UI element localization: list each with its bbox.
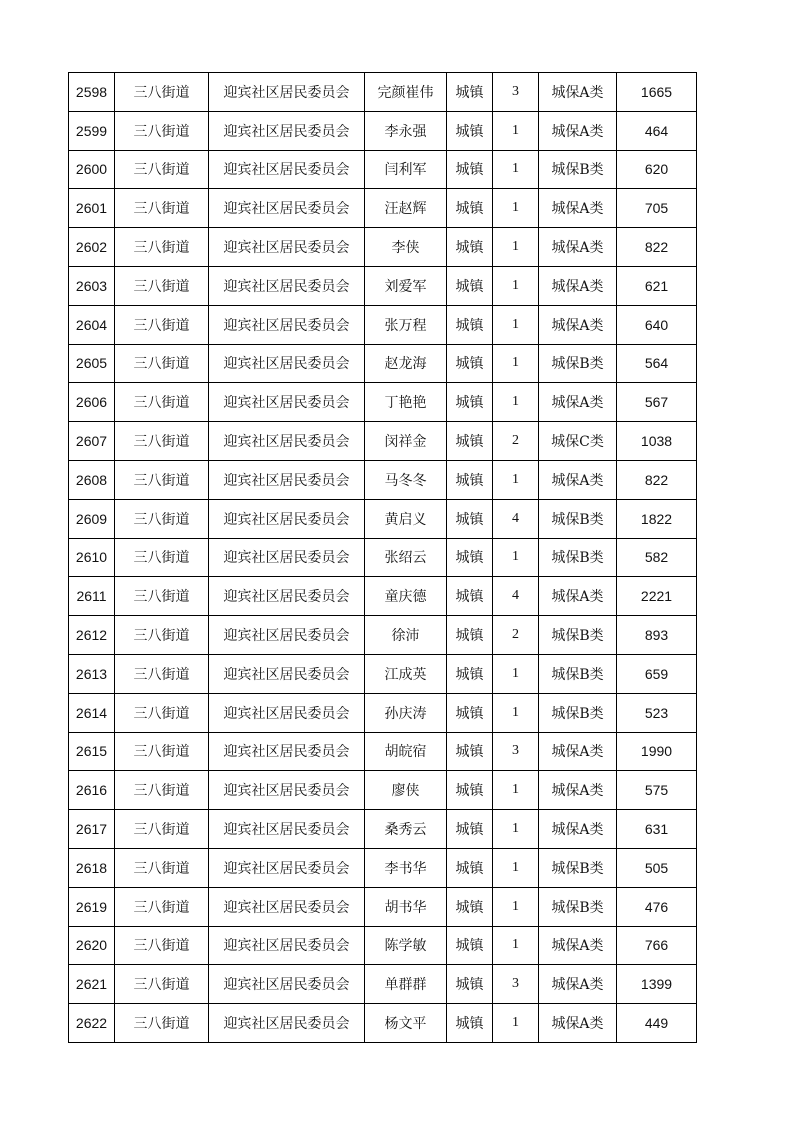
cell-category: 城保A类	[539, 111, 617, 150]
cell-amount: 1822	[617, 499, 697, 538]
cell-category: 城保A类	[539, 732, 617, 771]
cell-person-name: 孙庆涛	[365, 693, 447, 732]
cell-amount: 766	[617, 926, 697, 965]
cell-category: 城保A类	[539, 305, 617, 344]
cell-serial-number: 2608	[69, 460, 115, 499]
table-row	[69, 810, 697, 849]
cell-area-type: 城镇	[447, 344, 493, 383]
cell-street: 三八街道	[115, 810, 209, 849]
table-row	[69, 616, 697, 655]
cell-category: 城保B类	[539, 499, 617, 538]
cell-area-type: 城镇	[447, 926, 493, 965]
cell-committee: 迎宾社区居民委员会	[209, 499, 365, 538]
table-row	[69, 577, 697, 616]
table-row	[69, 887, 697, 926]
cell-person-name: 马冬冬	[365, 460, 447, 499]
cell-person-name: 杨文平	[365, 1004, 447, 1043]
cell-committee: 迎宾社区居民委员会	[209, 616, 365, 655]
cell-household-count: 1	[493, 150, 539, 189]
cell-household-count: 1	[493, 460, 539, 499]
cell-street: 三八街道	[115, 422, 209, 461]
cell-street: 三八街道	[115, 111, 209, 150]
cell-amount: 567	[617, 383, 697, 422]
cell-committee: 迎宾社区居民委员会	[209, 810, 365, 849]
cell-area-type: 城镇	[447, 965, 493, 1004]
cell-street: 三八街道	[115, 616, 209, 655]
cell-category: 城保A类	[539, 383, 617, 422]
cell-category: 城保A类	[539, 266, 617, 305]
table-row	[69, 189, 697, 228]
cell-serial-number: 2599	[69, 111, 115, 150]
cell-area-type: 城镇	[447, 266, 493, 305]
cell-category: 城保B类	[539, 693, 617, 732]
cell-household-count: 1	[493, 1004, 539, 1043]
cell-committee: 迎宾社区居民委员会	[209, 693, 365, 732]
table-row	[69, 422, 697, 461]
cell-committee: 迎宾社区居民委员会	[209, 848, 365, 887]
cell-committee: 迎宾社区居民委员会	[209, 654, 365, 693]
cell-household-count: 1	[493, 693, 539, 732]
cell-amount: 523	[617, 693, 697, 732]
table-row	[69, 266, 697, 305]
cell-amount: 1665	[617, 73, 697, 112]
cell-person-name: 桑秀云	[365, 810, 447, 849]
cell-household-count: 1	[493, 383, 539, 422]
cell-household-count: 3	[493, 965, 539, 1004]
cell-person-name: 童庆德	[365, 577, 447, 616]
cell-committee: 迎宾社区居民委员会	[209, 266, 365, 305]
cell-amount: 476	[617, 887, 697, 926]
table-row	[69, 732, 697, 771]
table-row	[69, 383, 697, 422]
cell-amount: 449	[617, 1004, 697, 1043]
cell-street: 三八街道	[115, 848, 209, 887]
cell-serial-number: 2601	[69, 189, 115, 228]
cell-street: 三八街道	[115, 266, 209, 305]
cell-serial-number: 2613	[69, 654, 115, 693]
cell-category: 城保B类	[539, 538, 617, 577]
cell-committee: 迎宾社区居民委员会	[209, 771, 365, 810]
cell-serial-number: 2619	[69, 887, 115, 926]
cell-street: 三八街道	[115, 73, 209, 112]
cell-household-count: 3	[493, 732, 539, 771]
table-row	[69, 111, 697, 150]
cell-amount: 464	[617, 111, 697, 150]
cell-area-type: 城镇	[447, 771, 493, 810]
cell-person-name: 陈学敏	[365, 926, 447, 965]
cell-category: 城保B类	[539, 654, 617, 693]
cell-serial-number: 2610	[69, 538, 115, 577]
cell-household-count: 1	[493, 189, 539, 228]
cell-amount: 1399	[617, 965, 697, 1004]
cell-amount: 564	[617, 344, 697, 383]
cell-person-name: 廖侠	[365, 771, 447, 810]
table-row	[69, 150, 697, 189]
cell-category: 城保A类	[539, 810, 617, 849]
cell-serial-number: 2616	[69, 771, 115, 810]
cell-committee: 迎宾社区居民委员会	[209, 305, 365, 344]
cell-street: 三八街道	[115, 654, 209, 693]
cell-street: 三八街道	[115, 305, 209, 344]
cell-committee: 迎宾社区居民委员会	[209, 732, 365, 771]
cell-area-type: 城镇	[447, 1004, 493, 1043]
cell-street: 三八街道	[115, 538, 209, 577]
cell-household-count: 4	[493, 499, 539, 538]
cell-serial-number: 2620	[69, 926, 115, 965]
cell-committee: 迎宾社区居民委员会	[209, 150, 365, 189]
cell-area-type: 城镇	[447, 810, 493, 849]
cell-household-count: 1	[493, 887, 539, 926]
table-row	[69, 344, 697, 383]
cell-street: 三八街道	[115, 965, 209, 1004]
cell-household-count: 1	[493, 654, 539, 693]
cell-household-count: 1	[493, 228, 539, 267]
cell-person-name: 江成英	[365, 654, 447, 693]
cell-person-name: 完颜崔伟	[365, 73, 447, 112]
cell-street: 三八街道	[115, 150, 209, 189]
cell-person-name: 赵龙海	[365, 344, 447, 383]
cell-serial-number: 2611	[69, 577, 115, 616]
cell-street: 三八街道	[115, 771, 209, 810]
cell-category: 城保A类	[539, 189, 617, 228]
cell-category: 城保A类	[539, 228, 617, 267]
cell-person-name: 刘爱军	[365, 266, 447, 305]
cell-area-type: 城镇	[447, 732, 493, 771]
cell-amount: 621	[617, 266, 697, 305]
cell-person-name: 单群群	[365, 965, 447, 1004]
cell-committee: 迎宾社区居民委员会	[209, 189, 365, 228]
cell-amount: 631	[617, 810, 697, 849]
cell-category: 城保A类	[539, 771, 617, 810]
cell-amount: 620	[617, 150, 697, 189]
cell-committee: 迎宾社区居民委员会	[209, 422, 365, 461]
cell-area-type: 城镇	[447, 73, 493, 112]
cell-household-count: 3	[493, 73, 539, 112]
table-row	[69, 654, 697, 693]
cell-household-count: 1	[493, 111, 539, 150]
table-row	[69, 228, 697, 267]
table-row	[69, 538, 697, 577]
cell-household-count: 1	[493, 266, 539, 305]
roster-sheet	[68, 72, 697, 1043]
cell-serial-number: 2604	[69, 305, 115, 344]
table-row	[69, 965, 697, 1004]
cell-street: 三八街道	[115, 732, 209, 771]
table-row	[69, 1004, 697, 1043]
cell-committee: 迎宾社区居民委员会	[209, 926, 365, 965]
cell-committee: 迎宾社区居民委员会	[209, 577, 365, 616]
cell-serial-number: 2603	[69, 266, 115, 305]
cell-street: 三八街道	[115, 383, 209, 422]
table-row	[69, 499, 697, 538]
cell-committee: 迎宾社区居民委员会	[209, 538, 365, 577]
cell-serial-number: 2609	[69, 499, 115, 538]
cell-amount: 659	[617, 654, 697, 693]
cell-street: 三八街道	[115, 499, 209, 538]
cell-amount: 822	[617, 228, 697, 267]
cell-area-type: 城镇	[447, 189, 493, 228]
cell-area-type: 城镇	[447, 616, 493, 655]
cell-area-type: 城镇	[447, 577, 493, 616]
cell-amount: 575	[617, 771, 697, 810]
cell-area-type: 城镇	[447, 305, 493, 344]
cell-amount: 640	[617, 305, 697, 344]
cell-amount: 1990	[617, 732, 697, 771]
cell-person-name: 李永强	[365, 111, 447, 150]
cell-person-name: 胡书华	[365, 887, 447, 926]
table-row	[69, 693, 697, 732]
cell-area-type: 城镇	[447, 422, 493, 461]
cell-person-name: 汪赵辉	[365, 189, 447, 228]
cell-category: 城保A类	[539, 460, 617, 499]
table-row	[69, 926, 697, 965]
cell-street: 三八街道	[115, 693, 209, 732]
cell-serial-number: 2600	[69, 150, 115, 189]
cell-household-count: 4	[493, 577, 539, 616]
cell-serial-number: 2618	[69, 848, 115, 887]
cell-amount: 705	[617, 189, 697, 228]
cell-category: 城保A类	[539, 73, 617, 112]
cell-person-name: 黄启义	[365, 499, 447, 538]
cell-household-count: 1	[493, 926, 539, 965]
cell-amount: 2221	[617, 577, 697, 616]
cell-serial-number: 2605	[69, 344, 115, 383]
cell-serial-number: 2598	[69, 73, 115, 112]
cell-category: 城保B类	[539, 616, 617, 655]
cell-serial-number: 2621	[69, 965, 115, 1004]
cell-serial-number: 2615	[69, 732, 115, 771]
cell-person-name: 张万程	[365, 305, 447, 344]
cell-committee: 迎宾社区居民委员会	[209, 460, 365, 499]
cell-serial-number: 2607	[69, 422, 115, 461]
cell-category: 城保A类	[539, 1004, 617, 1043]
cell-serial-number: 2602	[69, 228, 115, 267]
cell-serial-number: 2606	[69, 383, 115, 422]
cell-household-count: 1	[493, 848, 539, 887]
cell-amount: 1038	[617, 422, 697, 461]
cell-committee: 迎宾社区居民委员会	[209, 73, 365, 112]
cell-household-count: 1	[493, 538, 539, 577]
cell-person-name: 闵祥金	[365, 422, 447, 461]
cell-street: 三八街道	[115, 460, 209, 499]
cell-household-count: 2	[493, 616, 539, 655]
cell-serial-number: 2612	[69, 616, 115, 655]
cell-serial-number: 2617	[69, 810, 115, 849]
cell-committee: 迎宾社区居民委员会	[209, 344, 365, 383]
table-row	[69, 848, 697, 887]
cell-person-name: 徐沛	[365, 616, 447, 655]
cell-household-count: 1	[493, 810, 539, 849]
cell-category: 城保B类	[539, 344, 617, 383]
table-row	[69, 73, 697, 112]
cell-person-name: 胡皖宿	[365, 732, 447, 771]
cell-person-name: 闫利军	[365, 150, 447, 189]
cell-serial-number: 2614	[69, 693, 115, 732]
cell-area-type: 城镇	[447, 460, 493, 499]
cell-household-count: 2	[493, 422, 539, 461]
cell-committee: 迎宾社区居民委员会	[209, 111, 365, 150]
cell-category: 城保C类	[539, 422, 617, 461]
cell-serial-number: 2622	[69, 1004, 115, 1043]
cell-area-type: 城镇	[447, 150, 493, 189]
roster-body	[69, 73, 697, 1043]
cell-category: 城保A类	[539, 577, 617, 616]
cell-category: 城保A类	[539, 965, 617, 1004]
cell-person-name: 张绍云	[365, 538, 447, 577]
cell-street: 三八街道	[115, 887, 209, 926]
cell-street: 三八街道	[115, 228, 209, 267]
cell-amount: 505	[617, 848, 697, 887]
cell-household-count: 1	[493, 344, 539, 383]
table-row	[69, 305, 697, 344]
cell-committee: 迎宾社区居民委员会	[209, 965, 365, 1004]
cell-category: 城保B类	[539, 887, 617, 926]
cell-committee: 迎宾社区居民委员会	[209, 228, 365, 267]
cell-committee: 迎宾社区居民委员会	[209, 383, 365, 422]
cell-area-type: 城镇	[447, 499, 493, 538]
cell-person-name: 李书华	[365, 848, 447, 887]
cell-area-type: 城镇	[447, 887, 493, 926]
cell-category: 城保A类	[539, 926, 617, 965]
cell-category: 城保B类	[539, 848, 617, 887]
cell-area-type: 城镇	[447, 538, 493, 577]
cell-area-type: 城镇	[447, 383, 493, 422]
table-row	[69, 771, 697, 810]
cell-household-count: 1	[493, 305, 539, 344]
cell-person-name: 李侠	[365, 228, 447, 267]
cell-area-type: 城镇	[447, 228, 493, 267]
table-row	[69, 460, 697, 499]
cell-street: 三八街道	[115, 189, 209, 228]
cell-area-type: 城镇	[447, 654, 493, 693]
roster-table	[68, 72, 697, 1043]
cell-street: 三八街道	[115, 344, 209, 383]
cell-street: 三八街道	[115, 926, 209, 965]
cell-street: 三八街道	[115, 1004, 209, 1043]
cell-amount: 893	[617, 616, 697, 655]
cell-committee: 迎宾社区居民委员会	[209, 887, 365, 926]
cell-amount: 582	[617, 538, 697, 577]
cell-household-count: 1	[493, 771, 539, 810]
cell-person-name: 丁艳艳	[365, 383, 447, 422]
cell-category: 城保B类	[539, 150, 617, 189]
cell-committee: 迎宾社区居民委员会	[209, 1004, 365, 1043]
cell-amount: 822	[617, 460, 697, 499]
cell-area-type: 城镇	[447, 848, 493, 887]
cell-area-type: 城镇	[447, 111, 493, 150]
cell-area-type: 城镇	[447, 693, 493, 732]
cell-street: 三八街道	[115, 577, 209, 616]
